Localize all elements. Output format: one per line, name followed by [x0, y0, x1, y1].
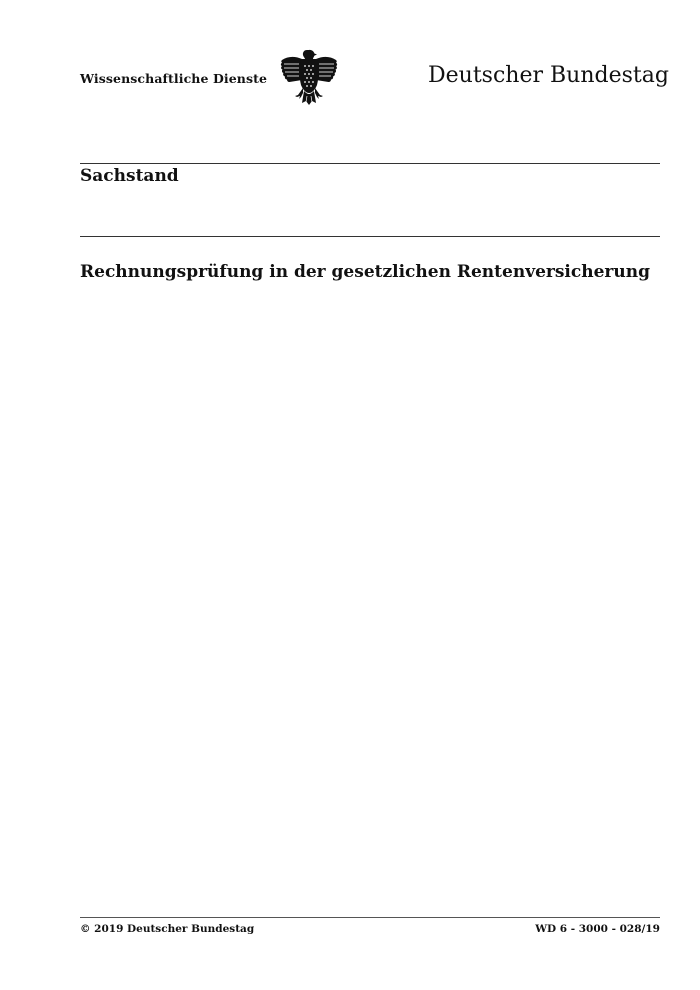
- department-name: Wissenschaftliche Dienste: [80, 71, 268, 86]
- footer-copyright: © 2019 Deutscher Bundestag: [80, 923, 255, 935]
- document-title: Rechnungsprüfung in der gesetzlichen Rentenversicherung: [80, 262, 650, 282]
- footer-reference: WD 6 - 3000 - 028/19: [535, 923, 660, 935]
- document-type: Sachstand: [80, 166, 179, 186]
- federal-eagle-icon: [278, 47, 340, 107]
- footer-divider: [80, 917, 660, 918]
- title-divider: [80, 236, 660, 237]
- top-divider: [80, 163, 660, 164]
- institution-name: Deutscher Bundestag: [428, 63, 669, 88]
